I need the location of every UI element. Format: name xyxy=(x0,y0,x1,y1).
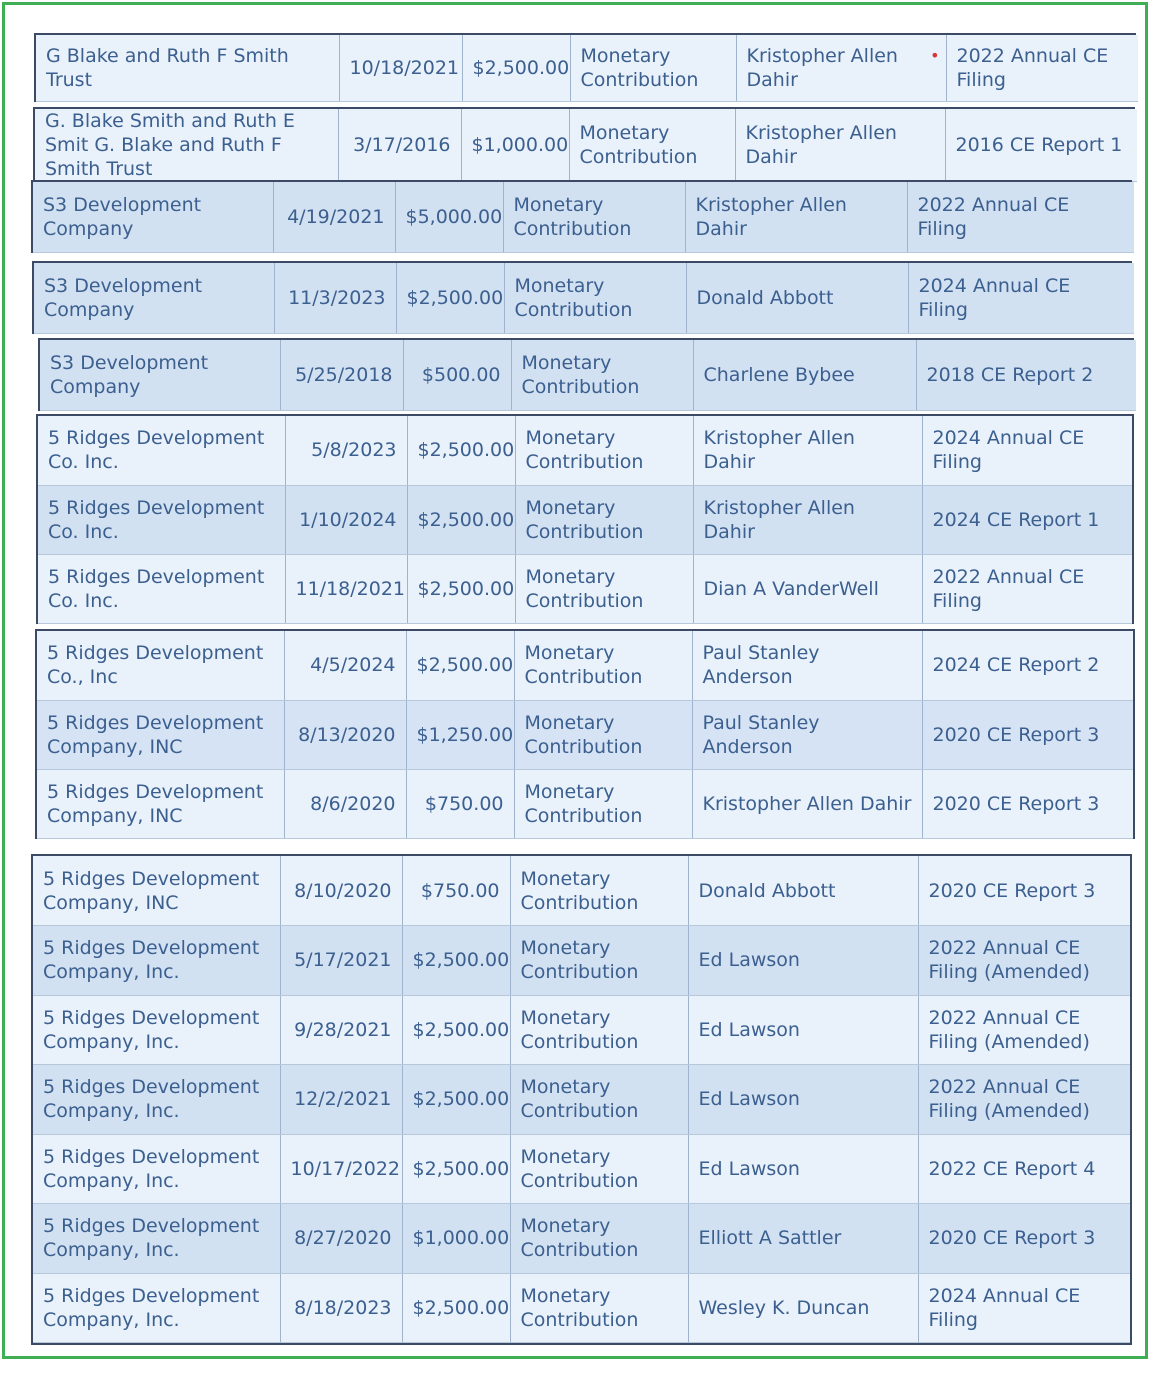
type-cell: Monetary Contribution xyxy=(510,1134,688,1204)
amount-cell: $5,000.00 xyxy=(395,182,503,252)
table-row[interactable] xyxy=(37,631,1133,700)
contributor-cell: G Blake and Ruth F Smith Trust xyxy=(36,35,339,101)
report-cell: 2018 CE Report 2 xyxy=(916,340,1136,410)
amount-cell: $1,250.00 xyxy=(406,700,514,769)
contribution-group xyxy=(38,338,1134,411)
contributor-cell: S3 Development Company xyxy=(34,263,274,333)
type-cell: Monetary Contribution xyxy=(514,769,692,838)
date-cell: 12/2/2021 xyxy=(280,1065,402,1135)
date-cell: 10/17/2022 xyxy=(280,1134,402,1204)
amount-cell: $2,500.00 xyxy=(402,1134,510,1204)
date-cell: 9/28/2021 xyxy=(280,995,402,1065)
contributor-cell: 5 Ridges Development Company, INC xyxy=(37,769,284,838)
contribution-group xyxy=(32,261,1132,334)
type-cell: Monetary Contribution xyxy=(510,856,688,926)
contributor-cell: S3 Development Company xyxy=(33,182,273,252)
amount-cell: $1,000.00 xyxy=(461,109,569,182)
amount-cell: $2,500.00 xyxy=(407,485,515,554)
table-row[interactable] xyxy=(40,340,1136,410)
type-cell: Monetary Contribution xyxy=(514,631,692,700)
table-row[interactable] xyxy=(38,485,1132,554)
recipient-cell: Kristopher Allen Dahir xyxy=(735,109,945,182)
date-cell: 8/10/2020 xyxy=(280,856,402,926)
recipient-cell: Elliott A Sattler xyxy=(688,1204,918,1274)
report-cell: 2020 CE Report 3 xyxy=(918,856,1130,926)
contributor-cell: 5 Ridges Development Company, Inc. xyxy=(33,926,280,996)
table-row[interactable] xyxy=(38,554,1132,623)
contribution-group xyxy=(33,107,1135,182)
recipient-cell: Paul Stanley Anderson xyxy=(692,700,922,769)
amount-cell: $2,500.00 xyxy=(396,263,504,333)
date-cell: 11/18/2021 xyxy=(285,554,407,623)
report-cell: 2024 CE Report 2 xyxy=(922,631,1133,700)
contribution-group xyxy=(31,180,1132,253)
contribution-table xyxy=(35,109,1137,182)
type-cell: Monetary Contribution xyxy=(510,926,688,996)
table-row[interactable] xyxy=(33,1134,1130,1204)
table-row[interactable] xyxy=(33,1204,1130,1274)
type-cell: Monetary Contribution xyxy=(510,995,688,1065)
amount-cell: $750.00 xyxy=(406,769,514,838)
contribution-group xyxy=(34,33,1136,102)
recipient-cell: Kristopher Allen Dahir xyxy=(693,416,922,485)
date-cell: 8/18/2023 xyxy=(280,1273,402,1343)
contribution-table xyxy=(37,631,1133,839)
type-cell: Monetary Contribution xyxy=(514,700,692,769)
contribution-table xyxy=(40,340,1136,411)
table-row[interactable] xyxy=(34,263,1134,333)
date-cell: 8/6/2020 xyxy=(284,769,406,838)
marker-dot-icon: • xyxy=(930,45,940,65)
date-cell: 8/13/2020 xyxy=(284,700,406,769)
type-cell: Monetary Contribution xyxy=(511,340,693,410)
recipient-cell: Ed Lawson xyxy=(688,1065,918,1135)
contributor-cell: 5 Ridges Development Co., Inc xyxy=(37,631,284,700)
recipient-cell: Kristopher Allen Dahir xyxy=(685,182,907,252)
table-row[interactable] xyxy=(38,416,1132,485)
date-cell: 5/25/2018 xyxy=(280,340,403,410)
contribution-group xyxy=(36,414,1134,624)
table-row[interactable] xyxy=(35,109,1137,182)
amount-cell: $750.00 xyxy=(402,856,510,926)
type-cell: Monetary Contribution xyxy=(569,109,735,182)
contributor-cell: 5 Ridges Development Co. Inc. xyxy=(38,416,285,485)
contribution-table xyxy=(33,182,1134,253)
recipient-cell: • Kristopher Allen Dahir xyxy=(736,35,946,101)
type-cell: Monetary Contribution xyxy=(510,1065,688,1135)
type-cell: Monetary Contribution xyxy=(510,1204,688,1274)
table-row[interactable] xyxy=(36,35,1138,101)
amount-cell: $2,500.00 xyxy=(402,995,510,1065)
type-cell: Monetary Contribution xyxy=(503,182,685,252)
date-cell: 5/8/2023 xyxy=(285,416,407,485)
report-cell: 2020 CE Report 3 xyxy=(922,700,1133,769)
contributor-cell: 5 Ridges Development Company, INC xyxy=(37,700,284,769)
recipient-cell: Kristopher Allen Dahir xyxy=(692,769,922,838)
report-cell: 2022 Annual CE Filing (Amended) xyxy=(918,1065,1130,1135)
report-cell: 2016 CE Report 1 xyxy=(945,109,1137,182)
report-cell: 2024 Annual CE Filing xyxy=(908,263,1134,333)
table-row[interactable] xyxy=(33,1065,1130,1135)
recipient-cell: Kristopher Allen Dahir xyxy=(693,485,922,554)
recipient-cell: Ed Lawson xyxy=(688,995,918,1065)
contribution-table xyxy=(38,416,1132,624)
date-cell: 1/10/2024 xyxy=(285,485,407,554)
table-row[interactable] xyxy=(37,769,1133,838)
type-cell: Monetary Contribution xyxy=(515,416,693,485)
table-row[interactable] xyxy=(33,995,1130,1065)
report-cell: 2022 Annual CE Filing xyxy=(946,35,1138,101)
amount-cell: $2,500.00 xyxy=(402,1065,510,1135)
contribution-table xyxy=(34,263,1134,334)
report-cell: 2020 CE Report 3 xyxy=(918,1204,1130,1274)
recipient-cell: Donald Abbott xyxy=(688,856,918,926)
date-cell: 5/17/2021 xyxy=(280,926,402,996)
contribution-group xyxy=(35,629,1135,839)
table-row[interactable] xyxy=(33,926,1130,996)
amount-cell: $500.00 xyxy=(403,340,511,410)
report-cell: 2024 Annual CE Filing xyxy=(922,416,1132,485)
recipient-cell: Ed Lawson xyxy=(688,1134,918,1204)
table-row[interactable] xyxy=(33,856,1130,926)
report-cell: 2020 CE Report 3 xyxy=(922,769,1133,838)
report-cell: 2022 Annual CE Filing xyxy=(907,182,1134,252)
recipient-cell: Wesley K. Duncan xyxy=(688,1273,918,1343)
recipient-cell: Paul Stanley Anderson xyxy=(692,631,922,700)
contributor-cell: 5 Ridges Development Company, Inc. xyxy=(33,1065,280,1135)
report-cell: 2024 CE Report 1 xyxy=(922,485,1132,554)
type-cell: Monetary Contribution xyxy=(510,1273,688,1343)
amount-cell: $2,500.00 xyxy=(406,631,514,700)
table-row[interactable] xyxy=(33,1273,1130,1343)
amount-cell: $2,500.00 xyxy=(462,35,570,101)
amount-cell: $2,500.00 xyxy=(407,554,515,623)
date-cell: 10/18/2021 xyxy=(339,35,462,101)
date-cell: 11/3/2023 xyxy=(274,263,396,333)
report-cell: 2022 Annual CE Filing xyxy=(922,554,1132,623)
type-cell: Monetary Contribution xyxy=(504,263,686,333)
recipient-cell: Ed Lawson xyxy=(688,926,918,996)
contributor-cell: 5 Ridges Development Company, Inc. xyxy=(33,1204,280,1274)
date-cell: 8/27/2020 xyxy=(280,1204,402,1274)
recipient-cell: Charlene Bybee xyxy=(693,340,916,410)
date-cell: 3/17/2016 xyxy=(338,109,461,182)
contribution-table xyxy=(33,856,1130,1343)
type-cell: Monetary Contribution xyxy=(515,554,693,623)
amount-cell: $1,000.00 xyxy=(402,1204,510,1274)
table-row[interactable] xyxy=(33,182,1134,252)
amount-cell: $2,500.00 xyxy=(407,416,515,485)
contributor-cell: 5 Ridges Development Company, Inc. xyxy=(33,1273,280,1343)
contributor-cell: 5 Ridges Development Company, Inc. xyxy=(33,995,280,1065)
recipient-cell: Dian A VanderWell xyxy=(693,554,922,623)
contribution-group xyxy=(31,854,1132,1345)
type-cell: Monetary Contribution xyxy=(515,485,693,554)
recipient-cell: Donald Abbott xyxy=(686,263,908,333)
contributor-cell: 5 Ridges Development Company, Inc. xyxy=(33,1134,280,1204)
contribution-table xyxy=(36,35,1138,102)
contributor-cell: S3 Development Company xyxy=(40,340,280,410)
contributor-cell: 5 Ridges Development Co. Inc. xyxy=(38,485,285,554)
amount-cell: $2,500.00 xyxy=(402,926,510,996)
report-cell: 2022 Annual CE Filing (Amended) xyxy=(918,926,1130,996)
contributor-cell: G. Blake Smith and Ruth E Smit G. Blake and Ruth F Smith Trust xyxy=(35,109,338,182)
contributor-cell: 5 Ridges Development Co. Inc. xyxy=(38,554,285,623)
date-cell: 4/19/2021 xyxy=(273,182,395,252)
contributor-cell: 5 Ridges Development Company, INC xyxy=(33,856,280,926)
type-cell: Monetary Contribution xyxy=(570,35,736,101)
report-cell: 2022 CE Report 4 xyxy=(918,1134,1130,1204)
table-row[interactable] xyxy=(37,700,1133,769)
date-cell: 4/5/2024 xyxy=(284,631,406,700)
amount-cell: $2,500.00 xyxy=(402,1273,510,1343)
report-cell: 2022 Annual CE Filing (Amended) xyxy=(918,995,1130,1065)
report-cell: 2024 Annual CE Filing xyxy=(918,1273,1130,1343)
